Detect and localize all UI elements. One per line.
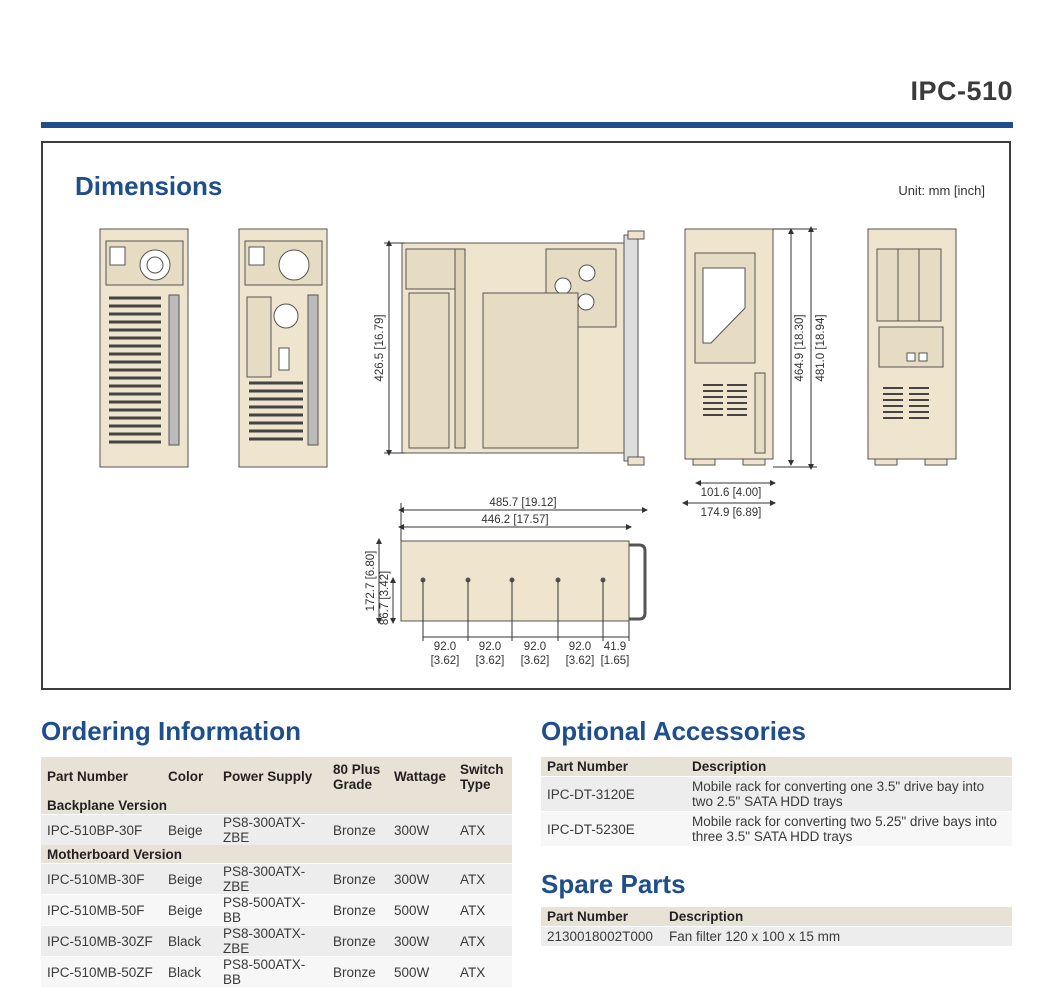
cell: IPC-510MB-30F <box>41 864 162 895</box>
cell: IPC-510MB-50ZF <box>41 957 162 988</box>
accessories-heading: Optional Accessories <box>541 716 806 746</box>
pitch-mm-5: 41.9 <box>603 641 627 653</box>
group-row <box>41 796 512 815</box>
pitch-mm-3: 92.0 <box>523 641 547 653</box>
bottom-view-h1-label: 172.7 [6.80] <box>365 550 377 612</box>
spare-header-row <box>541 907 1012 927</box>
col-part-number: Part Number <box>541 757 686 777</box>
bottom-view-h2-label: 86.7 [3.42] <box>379 570 391 626</box>
cell: IPC-DT-5230E <box>541 812 686 847</box>
cell: Bronze <box>327 815 388 846</box>
spare-heading: Spare Parts <box>541 869 686 899</box>
pitch-mm-4: 92.0 <box>568 641 592 653</box>
cell: Black <box>162 957 217 988</box>
cell: Bronze <box>327 864 388 895</box>
cell: Beige <box>162 864 217 895</box>
cell: Bronze <box>327 926 388 957</box>
cell: PS8-300ATX-ZBE <box>217 815 327 846</box>
col-power-supply: Power Supply <box>217 757 327 796</box>
cell: PS8-500ATX-BB <box>217 895 327 926</box>
group-row <box>41 845 512 864</box>
cell: 300W <box>388 815 454 846</box>
ordering-table <box>41 757 512 987</box>
cell: ATX <box>454 957 512 988</box>
table-row <box>41 895 512 926</box>
table-row <box>541 777 1012 812</box>
cell: IPC-DT-3120E <box>541 777 686 812</box>
pitch-mm-2: 92.0 <box>478 641 502 653</box>
cell: ATX <box>454 895 512 926</box>
cell: IPC-510MB-30ZF <box>41 926 162 957</box>
front-view-h2-label: 481.0 [18.94] <box>815 314 827 382</box>
top-view <box>402 231 644 465</box>
table-row <box>41 926 512 957</box>
dimensions-heading: Dimensions <box>75 171 223 201</box>
top-view-height-label: 426.5 [16.79] <box>374 314 386 382</box>
table-row <box>541 812 1012 847</box>
dimensions-panel <box>41 141 1011 690</box>
cell: Bronze <box>327 895 388 926</box>
pitch-in-2: [3.62] <box>475 655 505 667</box>
cell: 500W <box>388 957 454 988</box>
col-80plus-grade: 80 Plus Grade <box>327 757 388 796</box>
cell: ATX <box>454 864 512 895</box>
cell: PS8-300ATX-ZBE <box>217 926 327 957</box>
product-title: IPC-510 <box>910 76 1013 106</box>
cell: 2130018002T000 <box>541 927 663 947</box>
table-row <box>41 957 512 988</box>
cell: IPC-510MB-50F <box>41 895 162 926</box>
cell: Mobile rack for converting one 3.5" drive bay into two 2.5" SATA HDD trays <box>686 777 1012 812</box>
table-row <box>41 864 512 895</box>
group-label: Motherboard Version <box>41 845 512 864</box>
rear-view-backplane <box>100 229 188 467</box>
cell: 300W <box>388 864 454 895</box>
col-description: Description <box>686 757 1012 777</box>
title-rule <box>41 122 1013 128</box>
pitch-in-5: [1.65] <box>600 655 630 667</box>
col-switch-type: Switch Type <box>454 757 512 796</box>
front-view-w2-label: 174.9 [6.89] <box>700 507 762 519</box>
spare-table <box>541 907 1012 946</box>
col-color: Color <box>162 757 217 796</box>
bottom-view <box>401 541 645 621</box>
cell: Black <box>162 926 217 957</box>
rear-view-motherboard <box>239 229 327 467</box>
cell: Beige <box>162 815 217 846</box>
front-view <box>685 229 773 465</box>
cell: ATX <box>454 926 512 957</box>
table-row <box>541 927 1012 947</box>
bottom-view-w2-label: 446.2 [17.57] <box>481 514 549 526</box>
table-row <box>41 815 512 846</box>
cell: Beige <box>162 895 217 926</box>
cell: 500W <box>388 895 454 926</box>
col-description: Description <box>663 907 1012 927</box>
cell: Mobile rack for converting two 5.25" drive bays into three 3.5" SATA HDD trays <box>686 812 1012 847</box>
group-label: Backplane Version <box>41 796 512 815</box>
ordering-heading: Ordering Information <box>41 716 301 746</box>
bottom-view-w1-label: 485.7 [19.12] <box>489 497 557 509</box>
cell: Bronze <box>327 957 388 988</box>
pitch-in-1: [3.62] <box>430 655 460 667</box>
cell: 300W <box>388 926 454 957</box>
pitch-mm-1: 92.0 <box>433 641 457 653</box>
cell: Fan filter 120 x 100 x 15 mm <box>663 927 1012 947</box>
accessories-table <box>541 757 1012 846</box>
ordering-header-row <box>41 757 512 796</box>
front-view-h1-label: 464.9 [18.30] <box>794 314 806 382</box>
rear-right-view <box>868 229 956 465</box>
cell: PS8-300ATX-ZBE <box>217 864 327 895</box>
col-part-number: Part Number <box>541 907 663 927</box>
unit-label: Unit: mm [inch] <box>898 183 985 198</box>
cell: IPC-510BP-30F <box>41 815 162 846</box>
dimension-drawings <box>43 143 1009 688</box>
accessories-header-row <box>541 757 1012 777</box>
pitch-in-3: [3.62] <box>520 655 550 667</box>
col-wattage: Wattage <box>388 757 454 796</box>
cell: PS8-500ATX-BB <box>217 957 327 988</box>
cell: ATX <box>454 815 512 846</box>
pitch-in-4: [3.62] <box>565 655 595 667</box>
col-part-number: Part Number <box>41 757 162 796</box>
front-view-w1-label: 101.6 [4.00] <box>700 487 762 499</box>
